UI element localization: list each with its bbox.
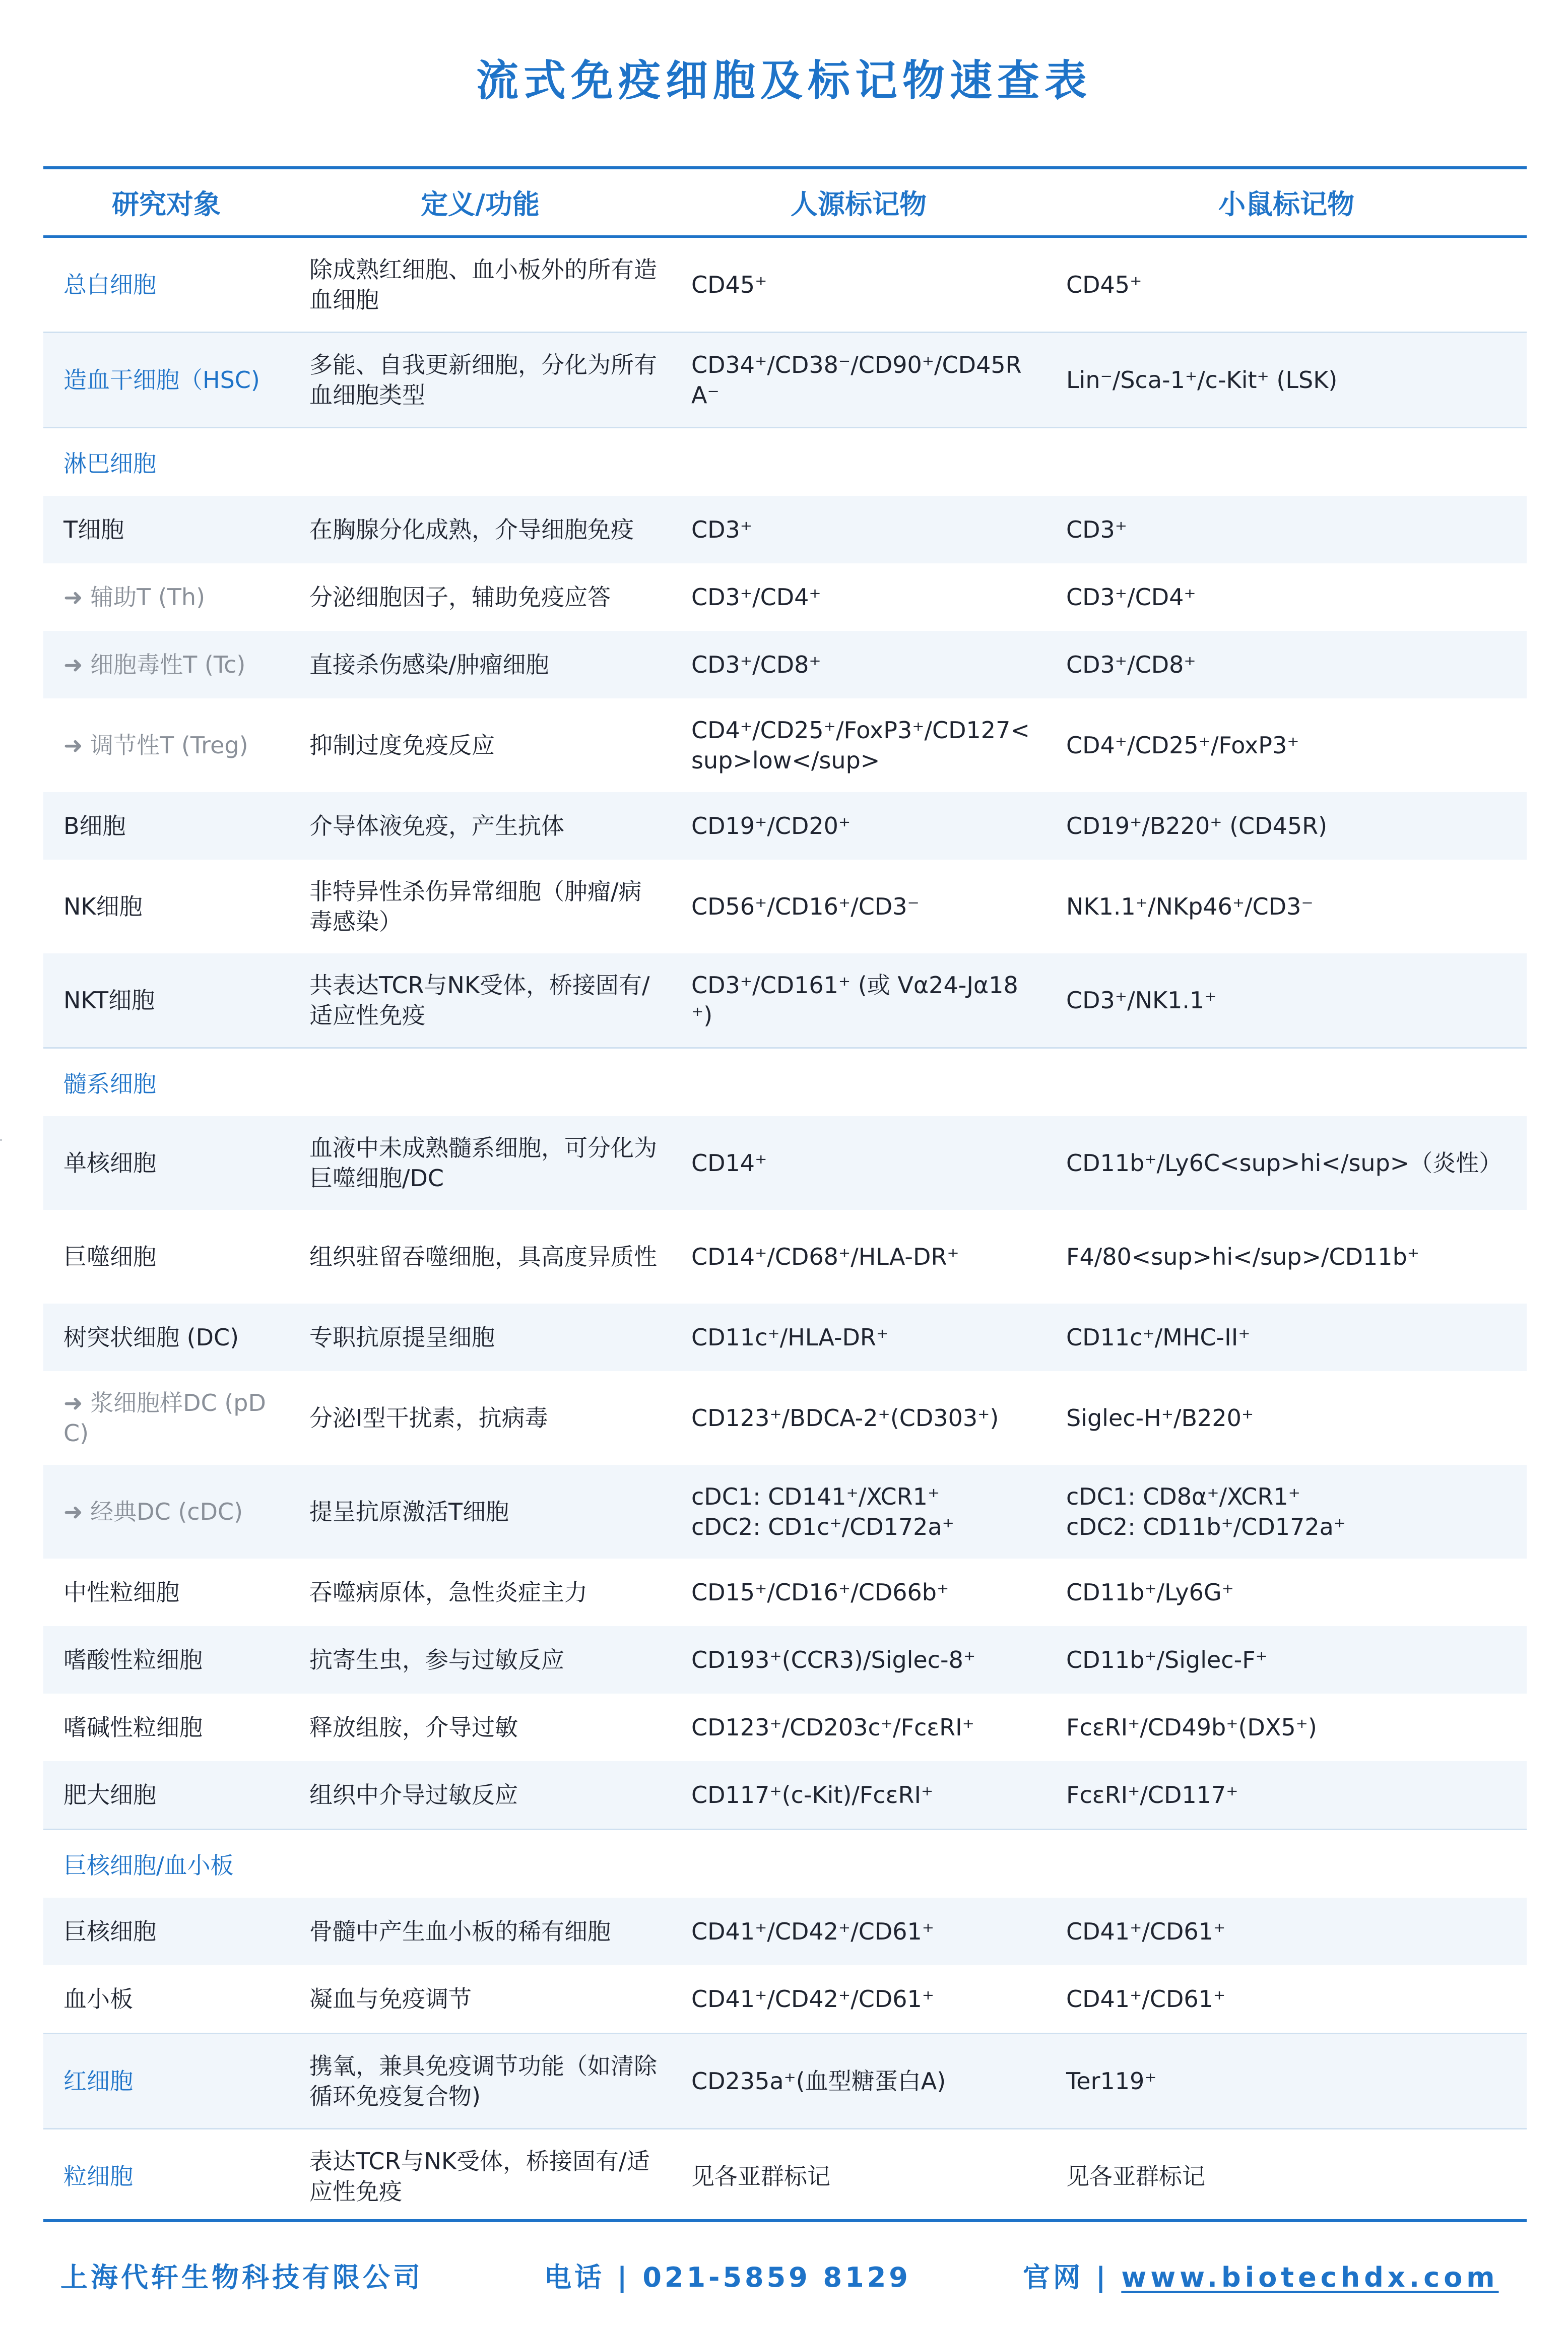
table-row: [43, 238, 1527, 333]
cell-human-marker: CD15⁺/CD16⁺/CD66b⁺: [691, 1579, 949, 1606]
table-row: [43, 2129, 1527, 2223]
cell-subject: NKT细胞: [63, 987, 155, 1014]
section-row: [43, 428, 1527, 496]
header-mouse-markers: 小鼠标记物: [1218, 188, 1354, 220]
cell-human-marker: CD3⁺: [691, 516, 753, 543]
cell-definition: 除成熟红细胞、血小板外的所有造血细胞: [309, 256, 657, 313]
cell-mouse-marker: Siglec-H⁺/B220⁺: [1066, 1404, 1254, 1432]
cell-subject: 嗜碱性粒细胞: [63, 1714, 203, 1741]
cell-human-marker: CD193⁺(CCR3)/Siglec-8⁺: [691, 1646, 976, 1673]
cell-mouse-marker: CD3⁺: [1066, 516, 1128, 543]
footer-site-label: 官网 |: [1023, 2262, 1122, 2293]
cell-mouse-marker: F4/80<sup>hi</sup>/CD11b⁺: [1066, 1243, 1420, 1270]
table-row: [43, 1371, 1527, 1465]
cell-subject: ➜ 调节性T (Treg): [63, 732, 248, 759]
cell-mouse-marker: CD11c⁺/MHC-II⁺: [1066, 1324, 1251, 1351]
cell-subject: 血小板: [63, 1985, 133, 2013]
table-row: [43, 2034, 1527, 2129]
cell-mouse-marker: Ter119⁺: [1066, 2067, 1157, 2095]
cell-mouse-marker: CD11b⁺/Ly6G⁺: [1066, 1579, 1234, 1606]
cell-mouse-marker: CD3⁺/CD4⁺: [1066, 584, 1196, 611]
cell-human-marker: CD3⁺/CD8⁺: [691, 651, 821, 678]
cell-mouse-marker: CD11b⁺/Ly6C<sup>hi</sup>（炎性）: [1066, 1149, 1502, 1177]
footer-phone: 电话 | 021-5859 8129: [544, 2262, 911, 2293]
cell-definition: 介导体液免疫，产生抗体: [309, 812, 564, 839]
table-row: [43, 860, 1527, 953]
cell-definition: 在胸腺分化成熟，介导细胞免疫: [309, 516, 634, 543]
cell-subject: ➜ 经典DC (cDC): [63, 1498, 243, 1525]
cell-mouse-marker: FcεRI⁺/CD117⁺: [1066, 1781, 1238, 1808]
table-row: [43, 1559, 1527, 1626]
cell-subject: B细胞: [63, 812, 126, 839]
table-row: [43, 1761, 1527, 1830]
cell-human-marker: CD41⁺/CD42⁺/CD61⁺: [691, 1985, 935, 2013]
cell-mouse-marker: CD19⁺/B220⁺ (CD45R): [1066, 812, 1328, 839]
cell-definition: 吞噬病原体，急性炎症主力: [309, 1579, 587, 1606]
footer: [60, 2257, 1522, 2298]
cell-human-marker: CD4⁺/CD25⁺/FoxP3⁺/CD127<sup>low</sup>: [691, 717, 1030, 774]
cell-human-marker: CD3⁺/CD161⁺ (或 Vα24-Jα18⁺): [691, 972, 1018, 1029]
cell-human-marker: CD14⁺: [691, 1149, 767, 1177]
cell-definition: 骨髓中产生血小板的稀有细胞: [309, 1918, 611, 1945]
table-row: [43, 631, 1527, 698]
header-human-markers: 人源标记物: [791, 188, 927, 220]
cell-definition: 组织驻留吞噬细胞，具高度异质性: [309, 1243, 657, 1270]
cell-subject: ➜ 辅助T (Th): [63, 584, 206, 611]
cell-definition: 共表达TCR与NK受体，桥接固有/适应性免疫: [309, 972, 650, 1029]
table-row: [43, 496, 1527, 563]
cell-human-marker: CD56⁺/CD16⁺/CD3⁻: [691, 893, 920, 920]
cell-subject: 肥大细胞: [63, 1781, 156, 1808]
footer-website: [1023, 2257, 1499, 2298]
table-row: [43, 1210, 1527, 1304]
table-row: [43, 1465, 1527, 1559]
cell-subject: 造血干细胞（HSC): [63, 366, 260, 394]
marker-table: [43, 166, 1527, 2223]
page-title: 流式免疫细胞及标记物速查表: [476, 56, 1092, 105]
cell-human-marker: CD41⁺/CD42⁺/CD61⁺: [691, 1918, 935, 1945]
cell-definition: 抑制过度免疫反应: [309, 732, 495, 759]
cell-human-marker: CD235a⁺(血型糖蛋白A): [691, 2067, 946, 2095]
header-subject: 研究对象: [112, 188, 221, 220]
cell-definition: 分泌I型干扰素，抗病毒: [309, 1404, 548, 1432]
section-row: [43, 1049, 1527, 1116]
cell-human-marker: CD14⁺/CD68⁺/HLA-DR⁺: [691, 1243, 959, 1270]
table-row: [43, 1116, 1527, 1210]
cell-mouse-marker: 见各亚群标记: [1066, 2163, 1205, 2190]
website-link[interactable]: www.biotechdx.com: [1121, 2262, 1499, 2293]
cell-definition: 专职抗原提呈细胞: [309, 1324, 495, 1351]
cell-definition: 携氧，兼具免疫调节功能（如清除循环免疫复合物): [309, 2052, 657, 2110]
cell-mouse-marker: NK1.1⁺/NKp46⁺/CD3⁻: [1066, 893, 1314, 920]
cell-subject: 总白细胞: [63, 271, 156, 298]
footer-rule: [43, 2219, 1527, 2222]
cell-definition: 组织中介导过敏反应: [309, 1781, 518, 1808]
section-title: 髓系细胞: [63, 1070, 156, 1097]
table-body: [43, 238, 1527, 2223]
section-title: 巨核细胞/血小板: [63, 1852, 234, 1879]
cell-human-marker: 见各亚群标记: [691, 2163, 830, 2190]
cell-subject: 单核细胞: [63, 1149, 156, 1177]
table-row: [43, 1965, 1527, 2034]
cell-definition: 表达TCR与NK受体，桥接固有/适应性免疫: [309, 2148, 650, 2205]
cell-definition: 直接杀伤感染/肿瘤细胞: [309, 651, 549, 678]
cell-mouse-marker: CD41⁺/CD61⁺: [1066, 1985, 1226, 2013]
table-row: [43, 698, 1527, 792]
cell-definition: 凝血与免疫调节: [309, 1985, 472, 2013]
header-definition: 定义/功能: [421, 188, 540, 220]
section-title: 淋巴细胞: [63, 450, 156, 477]
table-row: [43, 333, 1527, 428]
cell-human-marker: CD123⁺/CD203c⁺/FcεRI⁺: [691, 1714, 974, 1741]
cell-subject: ➜ 浆细胞样DC (pDC): [63, 1389, 266, 1447]
footer-company: 上海代轩生物科技有限公司: [60, 2262, 423, 2293]
cell-mouse-marker: cDC1: CD8α⁺/XCR1⁺ cDC2: CD11b⁺/CD172a⁺: [1066, 1483, 1346, 1540]
table-row: [43, 563, 1527, 631]
cell-human-marker: CD11c⁺/HLA-DR⁺: [691, 1324, 889, 1351]
table-row: [43, 1694, 1527, 1761]
section-row: [43, 1830, 1527, 1898]
cell-human-marker: CD3⁺/CD4⁺: [691, 584, 821, 611]
cell-subject: T细胞: [63, 516, 124, 543]
cell-mouse-marker: Lin⁻/Sca-1⁺/c-Kit⁺ (LSK): [1066, 366, 1338, 394]
cell-definition: 分泌细胞因子，辅助免疫应答: [309, 584, 611, 611]
cell-subject: 巨核细胞: [63, 1918, 156, 1945]
cell-mouse-marker: FcεRI⁺/CD49b⁺(DX5⁺): [1066, 1714, 1317, 1741]
cell-human-marker: CD123⁺/BDCA-2⁺(CD303⁺): [691, 1404, 999, 1432]
cell-human-marker: CD34⁺/CD38⁻/CD90⁺/CD45RA⁻: [691, 351, 1022, 409]
cell-definition: 提呈抗原激活T细胞: [309, 1498, 509, 1525]
table-row: [43, 1626, 1527, 1694]
cell-subject: ➜ 细胞毒性T (Tc): [63, 651, 246, 678]
cell-human-marker: CD117⁺(c-Kit)/FcεRI⁺: [691, 1781, 934, 1808]
cell-subject: 树突状细胞 (DC): [63, 1324, 239, 1351]
cell-definition: 多能、自我更新细胞，分化为所有血细胞类型: [309, 351, 657, 409]
cell-definition: 非特异性杀伤异常细胞（肿瘤/病毒感染）: [309, 878, 642, 935]
cell-definition: 血液中未成熟髓系细胞，可分化为巨噬细胞/DC: [309, 1134, 657, 1192]
margin-mark: [0, 1139, 2, 1141]
cell-human-marker: CD45⁺: [691, 271, 767, 298]
cell-mouse-marker: CD4⁺/CD25⁺/FoxP3⁺: [1066, 732, 1299, 759]
cell-human-marker: cDC1: CD141⁺/XCR1⁺ cDC2: CD1c⁺/CD172a⁺: [691, 1483, 954, 1540]
cell-subject: 中性粒细胞: [63, 1579, 179, 1606]
cell-mouse-marker: CD45⁺: [1066, 271, 1142, 298]
cell-subject: 嗜酸性粒细胞: [63, 1646, 203, 1673]
cell-subject: 红细胞: [63, 2067, 133, 2095]
table-row: [43, 792, 1527, 860]
cell-human-marker: CD19⁺/CD20⁺: [691, 812, 851, 839]
cell-mouse-marker: CD41⁺/CD61⁺: [1066, 1918, 1226, 1945]
table-header: [43, 169, 1527, 235]
table-row: [43, 1304, 1527, 1371]
cell-subject: 粒细胞: [63, 2163, 133, 2190]
table-row: [43, 1898, 1527, 1965]
cell-definition: 抗寄生虫，参与过敏反应: [309, 1646, 564, 1673]
table-row: [43, 953, 1527, 1049]
cell-subject: NK细胞: [63, 893, 143, 920]
cell-subject: 巨噬细胞: [63, 1243, 156, 1270]
cell-mouse-marker: CD3⁺/CD8⁺: [1066, 651, 1196, 678]
cell-mouse-marker: CD3⁺/NK1.1⁺: [1066, 987, 1217, 1014]
cell-definition: 释放组胺，介导过敏: [309, 1714, 518, 1741]
cell-mouse-marker: CD11b⁺/Siglec-F⁺: [1066, 1646, 1268, 1673]
